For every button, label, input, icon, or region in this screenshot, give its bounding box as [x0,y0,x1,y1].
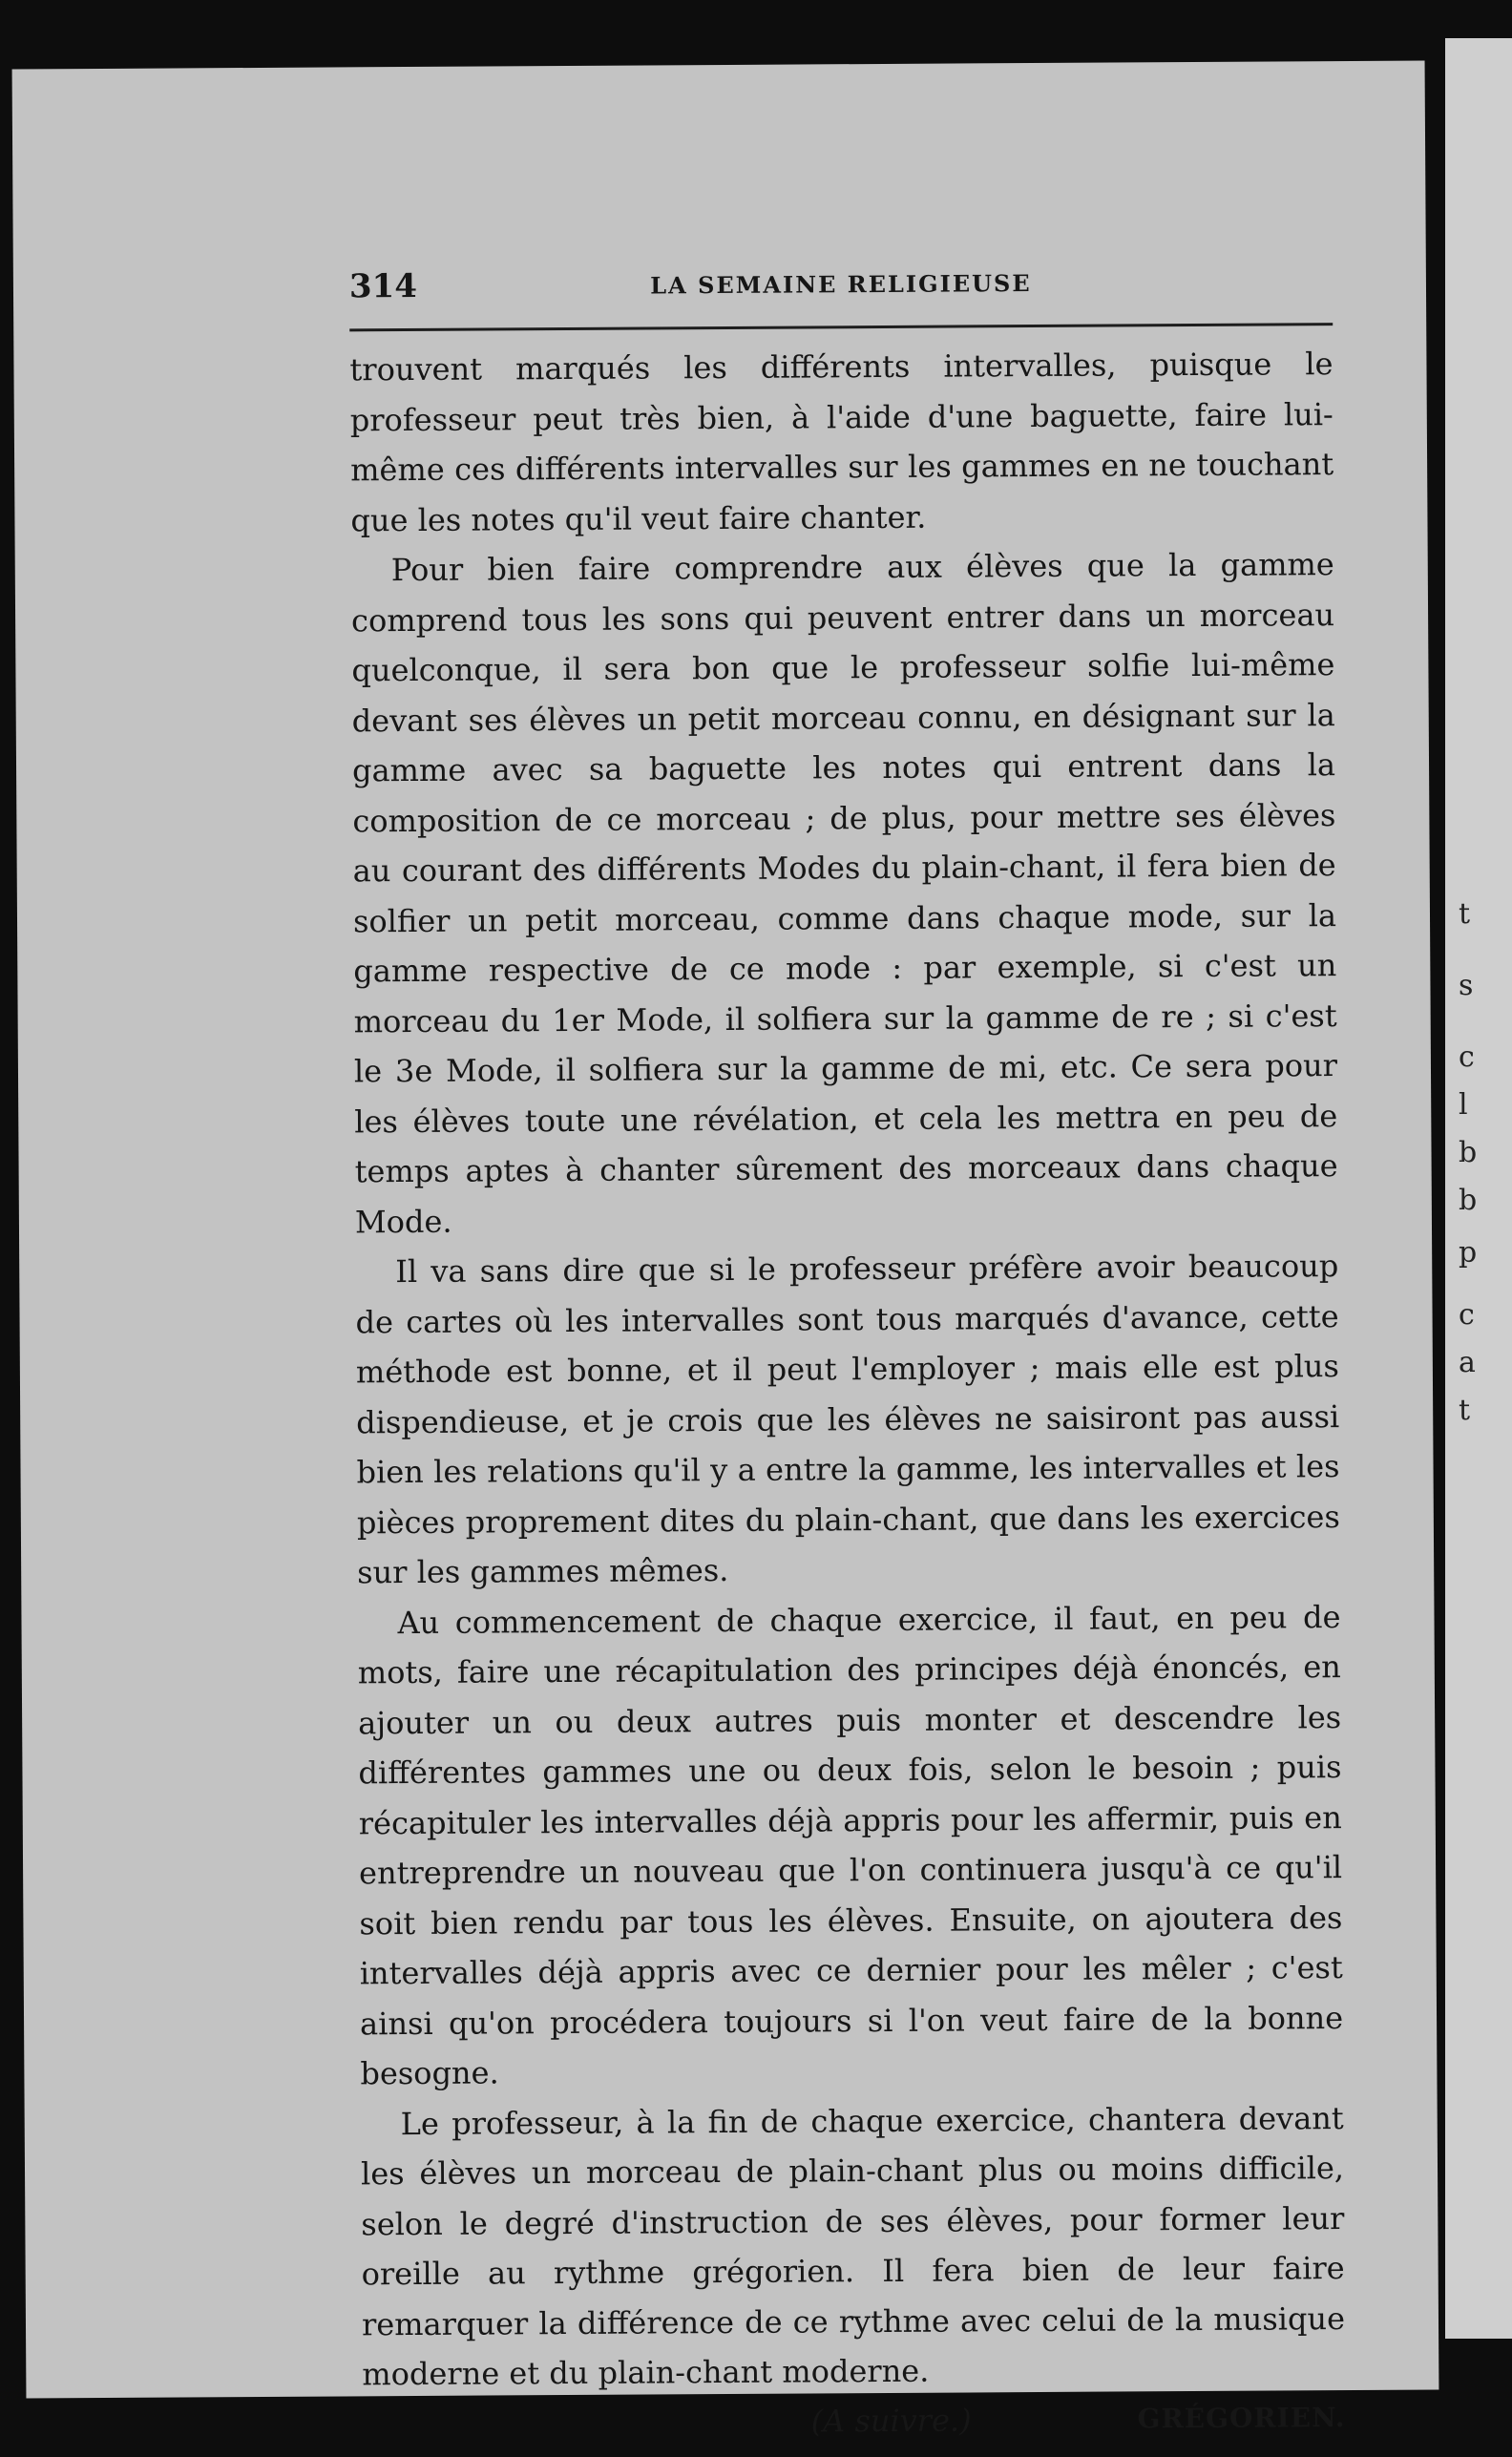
body-paragraph: Au commencement de chaque exercice, il faut, en peu de mots, faire une récapitulation des principes déjà énoncés, en ajouter un ou deux autres puis monter et descendre les différentes gammes une ou deux fois, selon le besoin ; puis récapituler les intervalles déjà appris pour les affermir, puis en entreprendre un nouveau que l'on continuera jusqu'à ce qu'il soit bien rendu par tous les élèves. Ensuite, on ajoutera des intervalles déjà appris avec ce dernier pour les mêler ; c'est ainsi qu'on procédera toujours si l'on veut faire de la bonne besogne. [357,1598,1344,2092]
scanned-page [12,61,1439,2439]
body-paragraph: Le professeur, à la fin de chaque exercice, chantera devant les élèves un morceau de plain-chant plus ou moins difficile, selon le degré d'instruction de ses élèves, pour former leur oreille au rythme grégorien. Il fera bien de leur faire remarquer la différence de ce rythme avec celui de la musique moderne et du plain-chant moderne. [360,2099,1346,2393]
adjacent-page-letter: c [1459,1040,1475,1074]
page-header [349,262,1333,331]
running-title: LA SEMAINE RELIGIEUSE [650,269,1032,300]
body-paragraph: Pour bien faire comprendre aux élèves que la gamme comprend tous les sons qui peuvent entrer dans un morceau quelconque, il sera bon que le professeur solfie lui-même devant ses élèves un petit morceau connu, en désignant sur la gamme avec sa baguette les notes qui entrent dans la composition de ce morceau ; de plus, pour mettre ses élèves au courant des différents Modes du plain-chant, il fera bien de solfier un petit morceau, comme dans chaque mode, sur la gamme respective de ce mode : par exemple, si c'est un morceau du 1er Mode, il solfiera sur la gamme de re ; si c'est le 3e Mode, il solfiera sur la gamme de mi, etc. Ce sera pour les élèves toute une révélation, et cela les mettra en peu de temps aptes à chanter sûrement des morceaux dans chaque Mode. [350,546,1338,1240]
article-closing [363,2400,1346,2455]
body-paragraph: trouvent marqués les différents intervalles, puisque le professeur peut très bien, à l'aide d'une baguette, faire lui-même ces différents intervalles sur les gammes en ne touchant que les notes qu'il veut faire chanter. [349,346,1334,538]
to-be-continued-note: (A suivre.) [810,2401,972,2439]
adjacent-page-letter: t [1459,1394,1471,1427]
page-content [349,262,1346,2455]
adjacent-page-letter: p [1459,1236,1478,1270]
adjacent-page-letter: b [1459,1184,1478,1217]
adjacent-page-letter: a [1459,1346,1476,1379]
adjacent-page-letter: c [1459,1298,1475,1332]
adjacent-page-edge [1445,38,1512,2339]
body-paragraph: Il va sans dire que si le professeur préfère avoir beaucoup de cartes où les intervalles sont tous marqués d'avance, cette méthode est bonne, et il peut l'employer ; mais elle est plus dispendieuse, et je crois que les élèves ne saisiront pas aussi bien les relations qu'il y a entre la gamme, les intervalles et les pièces proprement dites du plain-chant, que dans les exercices sur les gammes mêmes. [355,1248,1340,1591]
author-signature: GRÉGORIEN. [1137,2401,1346,2434]
page-number: 314 [348,266,418,306]
adjacent-page-letter: l [1459,1088,1468,1122]
adjacent-page-letter: s [1459,969,1474,1002]
adjacent-page-letter: b [1459,1136,1478,1169]
adjacent-page-letter: t [1459,897,1471,931]
